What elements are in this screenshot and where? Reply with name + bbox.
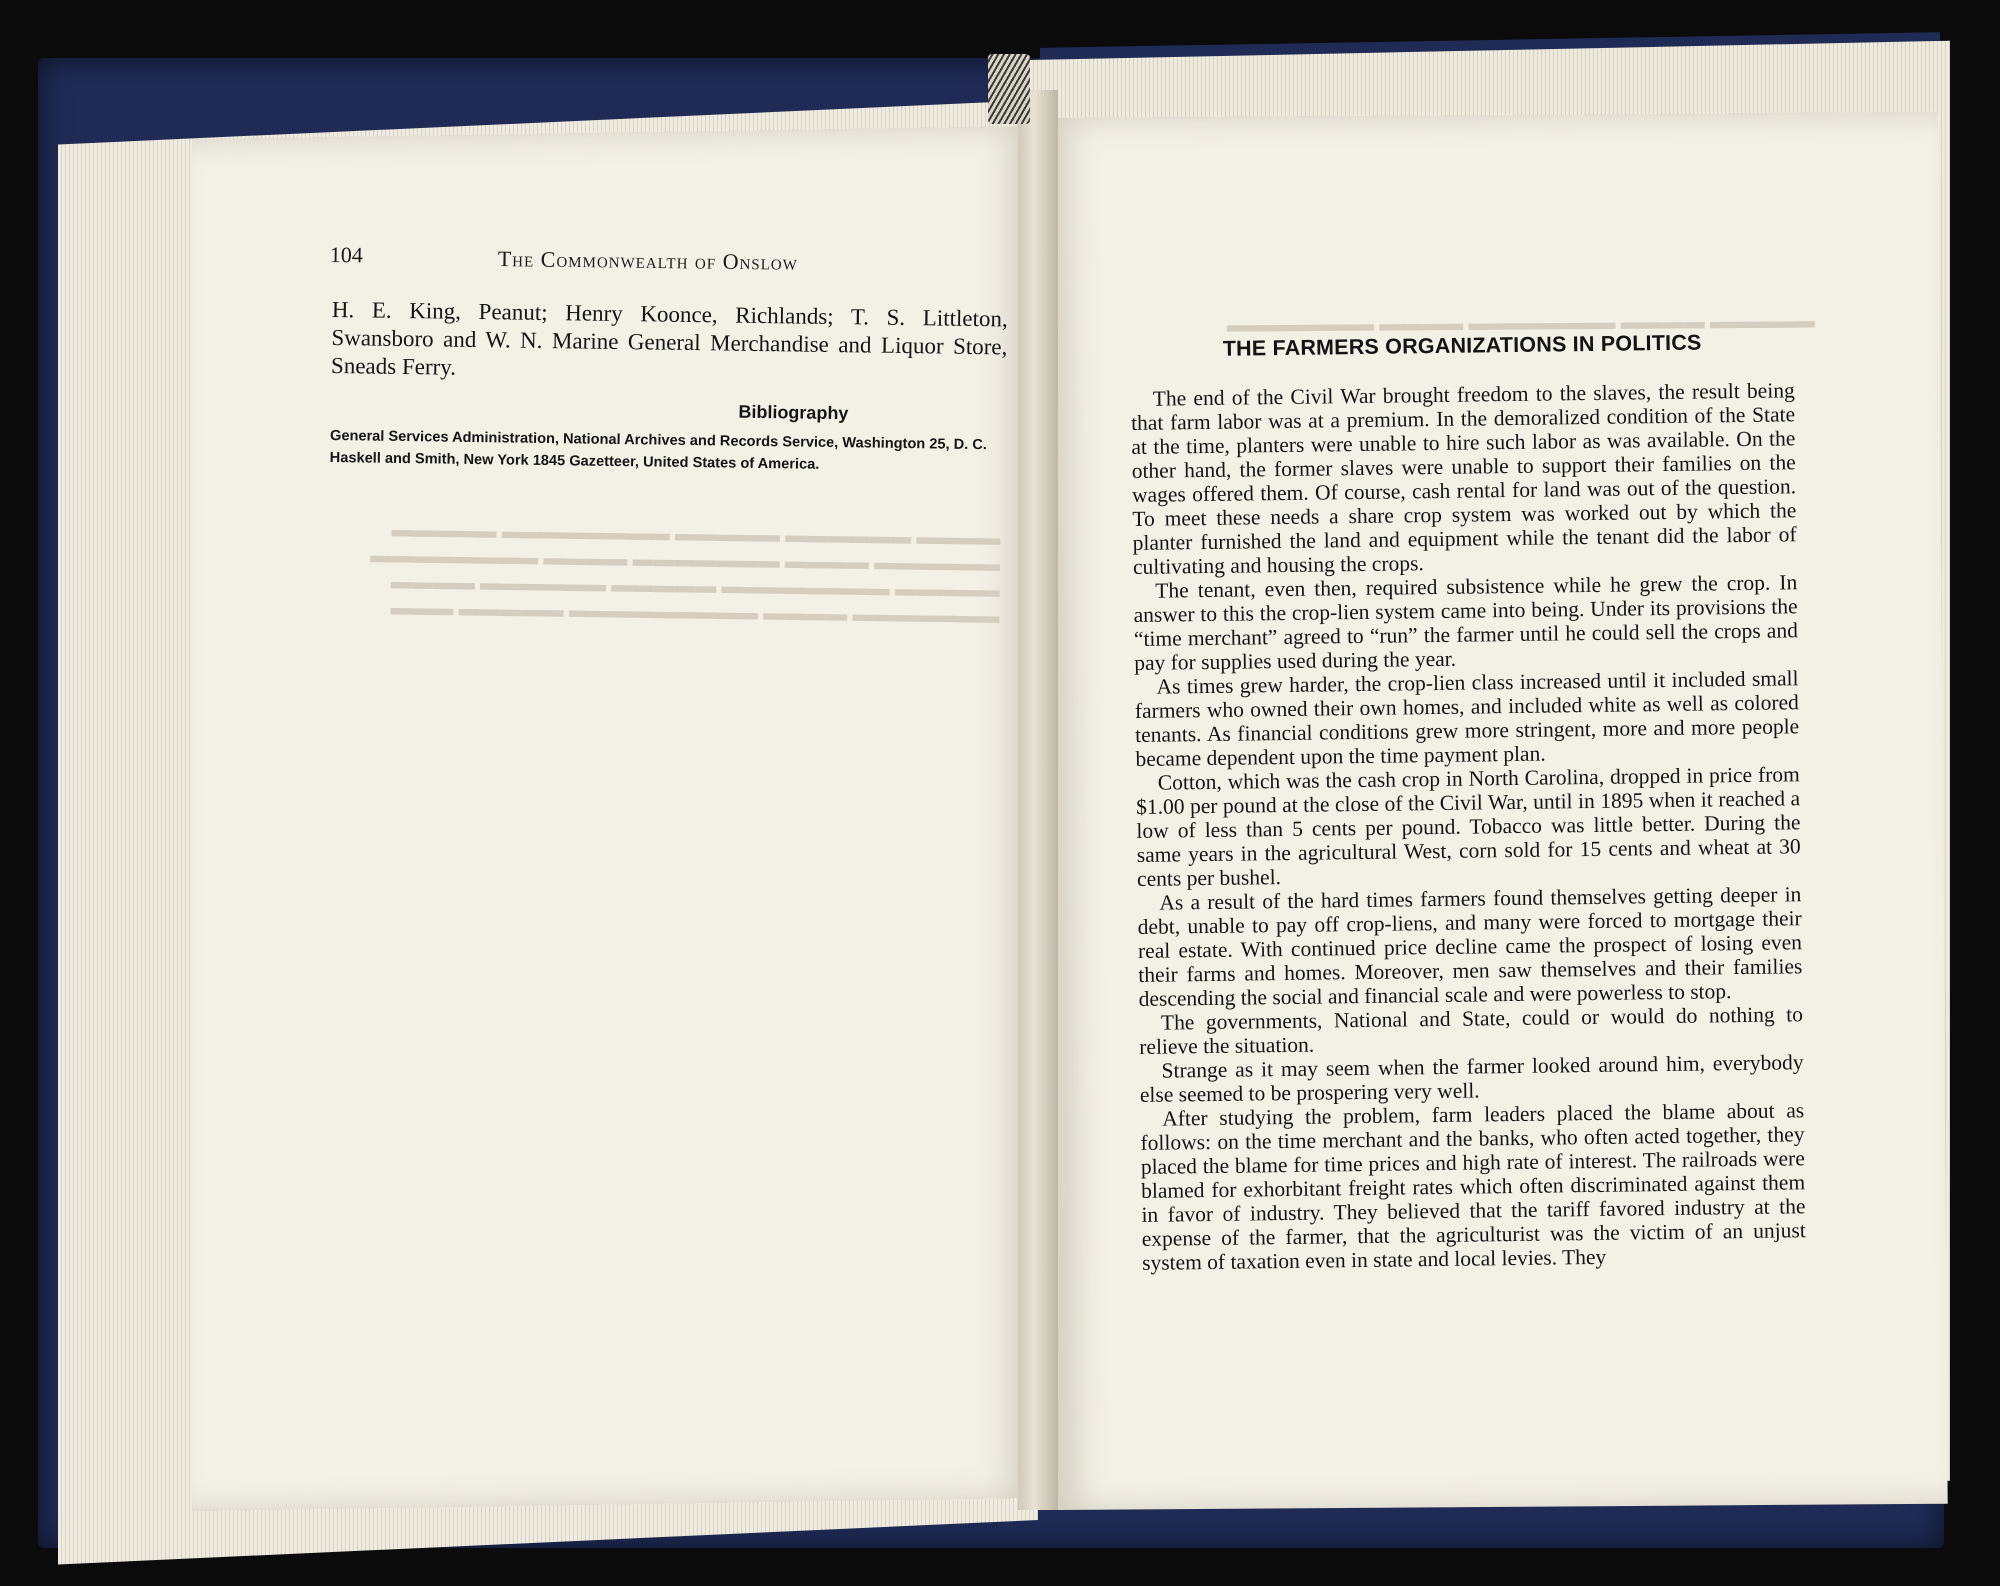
- page-number: 104: [329, 242, 363, 268]
- bibliography-heading: Bibliography: [738, 401, 849, 424]
- body-paragraph: The governments, National and State, could or would do nothing to relieve the situation.: [1139, 1002, 1804, 1059]
- body-paragraph: The end of the Civil War brought freedom to the slaves, the result being that farm labor was at a premium. In the demoralized condition of the State at the time, planters were unable to hire such labor as was available. On the other hand, the former slaves were unable to support their families on the wages offered them. Of course, cash rental for land was out of the question. To meet these needs a share crop system was worked out by which the planter furnished the land and equipment while the tenant did the labor of cultivating and housing the crops.: [1130, 378, 1797, 579]
- body-paragraph: As times grew harder, the crop-lien class increased until it included small farmers who owned their own homes, and included white as well as colored tenants. As financial conditions grew more stringent, more and more people became dependent upon the time payment plan.: [1134, 666, 1800, 771]
- show-through-texture-right: ▬▬▬▬▬ ▬▬▬▬ ▬▬▬▬▬▬▬ ▬▬▬▬ ▬▬▬▬▬▬▬: [1226, 308, 1816, 337]
- binding-thread: [988, 54, 1030, 124]
- body-paragraph: Strange as it may seem when the farmer looked around him, everybody else seemed to be prospering very well.: [1139, 1050, 1804, 1107]
- bibliography-entry: General Services Administration, National Archives and Records Service, Washington 25, D. C.: [329, 427, 988, 454]
- right-page-body: [1130, 329, 1806, 1275]
- chapter-title: THE FARMERS ORGANIZATIONS IN POLITICS: [1222, 330, 1702, 361]
- body-paragraph: The tenant, even then, required subsistence while he grew the crop. In answer to this the crop-lien system came into being. Under its provisions the “time merchant” agreed to “run” the farmer until he could sell the crops and pay for supplies used during the year.: [1133, 570, 1799, 675]
- running-head: The Commonwealth of Onslow: [497, 246, 799, 275]
- body-paragraph: As a result of the hard times farmers found themselves getting deeper in debt, unable to pay off crop-liens, and many were forced to mortgage their real estate. With continued price decline came the prospect of losing even their farms and homes. Moreover, men saw themselves and their families descending the social and financial scale and were powerless to stop.: [1137, 882, 1803, 1011]
- merchants-paragraph: H. E. King, Peanut; Henry Koonce, Richlands; T. S. Littleton, Swansboro and W. N. Marine General Merchandise and Liquor Store, Sneads Ferry.: [330, 296, 1008, 380]
- book-gutter: [1018, 90, 1058, 1510]
- show-through-texture-left: ▬▬▬▬ ▬▬▬▬▬▬ ▬▬▬▬▬ ▬▬▬▬▬▬▬▬ ▬▬▬▬▬ ▬▬▬▬▬▬ ▬▬▬▬ ▬▬▬▬▬▬▬ ▬▬▬▬ ▬▬▬▬▬▬▬▬ ▬▬▬▬▬ ▬▬▬▬▬▬▬▬ ▬▬▬▬▬ ▬▬▬▬▬▬ ▬▬▬▬ ▬▬▬▬▬▬▬ ▬▬▬▬ ▬▬▬▬▬▬▬▬▬ ▬▬▬▬▬ ▬▬▬: [370, 517, 1001, 628]
- body-paragraph: After studying the problem, farm leaders placed the blame about as follows: on the time merchant and the banks, who often acted together, they placed the blame for time prices and high rate of interest. The railroads were blamed for exhorbitant freight rates which often discriminated against them in favor of industry. They believed that the tariff favored industry at the expense of the farmer, that the agriculturist was the victim of an unjust system of taxation even in state and local levies. They: [1140, 1098, 1806, 1275]
- body-paragraph: Cotton, which was the cash crop in North Carolina, dropped in price from $1.00 per pound at the close of the Civil War, until in 1895 when it reached a low of less than 5 cents per pound. Tobacco was little better. During the same years in the agricultural West, corn sold for 15 cents and wheat at 30 cents per bushel.: [1135, 762, 1801, 891]
- left-page-body: [330, 296, 1008, 478]
- bibliography-entry: Haskell and Smith, New York 1845 Gazetteer, United States of America.: [329, 449, 820, 473]
